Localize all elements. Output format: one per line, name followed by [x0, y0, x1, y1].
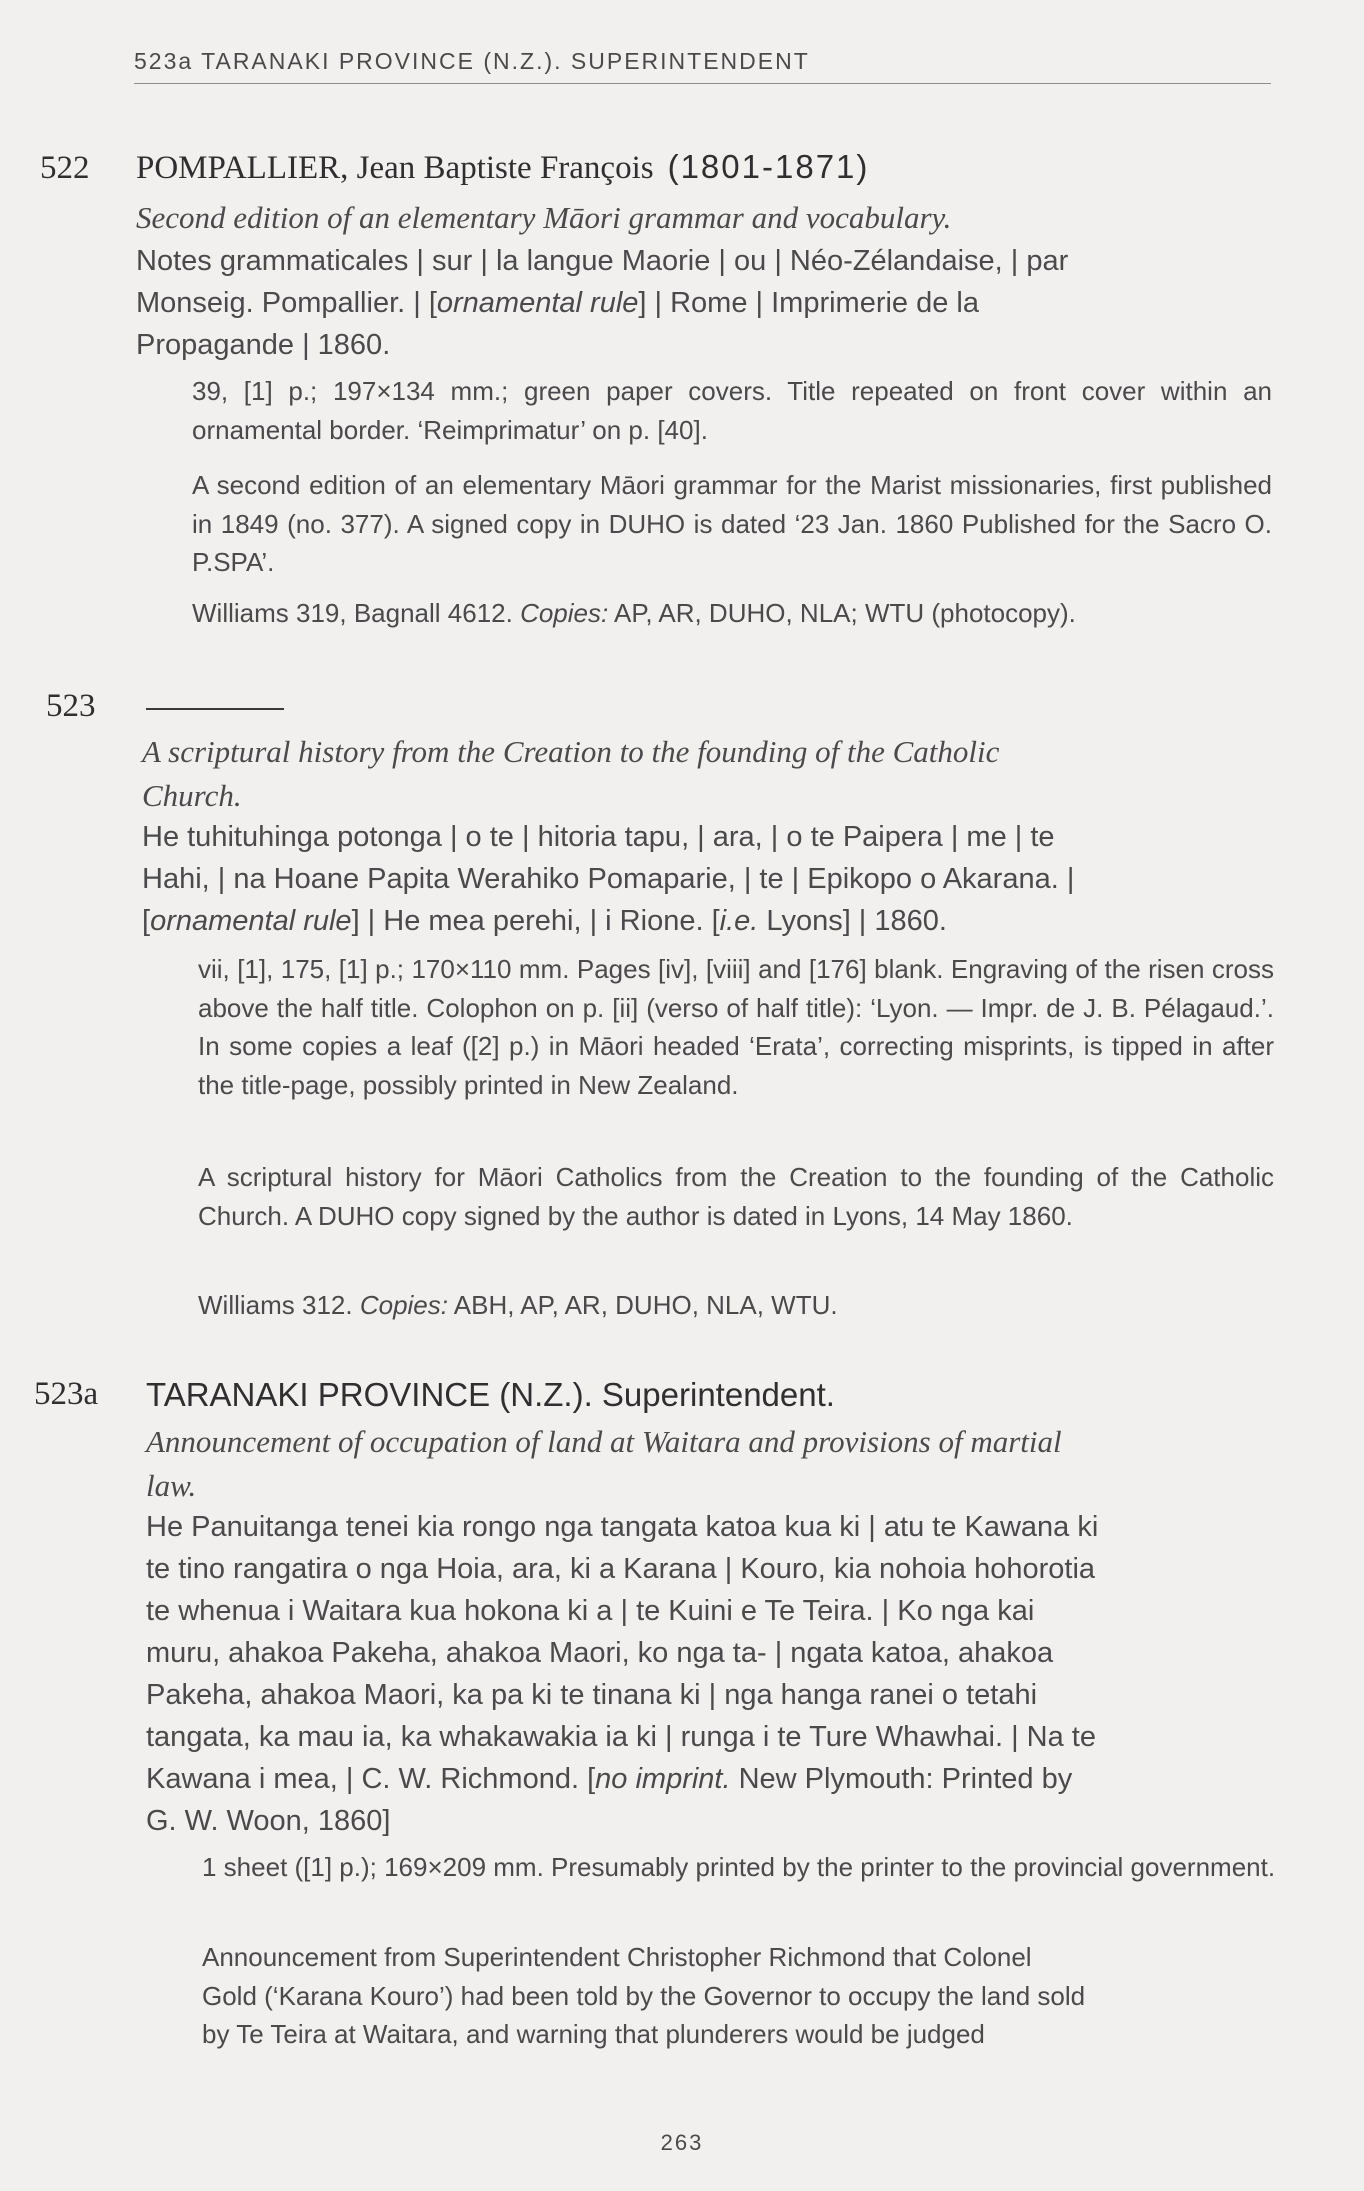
tp-line: Kawana i mea, | C. W. Richmond. [no imprint. New Plymouth: Printed by: [146, 1763, 1073, 1795]
copies-list: ABH, AP, AR, DUHO, NLA, WTU.: [447, 1290, 838, 1320]
tp-line: te whenua i Waitara kua hokona ki a | te Kuini e Te Teira. | Ko nga kai: [146, 1595, 1035, 1627]
tp-line: Hahi, | na Hoane Papita Werahiko Pomaparie, | te | Epikopo o Akarana. |: [142, 863, 1075, 895]
references: Williams 319, Bagnall 4612. Copies: AP, AR, DUHO, NLA; WTU (photocopy).: [192, 598, 1076, 628]
tp-line: G. W. Woon, 1860]: [146, 1805, 391, 1837]
author-name: TARANAKI PROVINCE (N.Z.). Superintendent.: [146, 1376, 835, 1413]
entry-heading: [136, 148, 869, 187]
physical-description: 1 sheet ([1] p.); 169×209 mm. Presumably printed by the printer to the provincial government.: [202, 1852, 1276, 1882]
title-page-transcription: [136, 240, 1068, 366]
content-note: Announcement from Superintendent Christopher Richmond that Colonel Gold (‘Karana Kouro’) had been told by the Governor to occupy the land sold by Te Teira at Waitara, and warning that plunderers would be judged: [202, 1942, 1086, 2049]
references: Williams 312. Copies: ABH, AP, AR, DUHO, NLA, WTU.: [198, 1290, 838, 1320]
entry-number: 522: [40, 150, 90, 186]
content-note: A second edition of an elementary Māori grammar for the Marist missionaries, first published in 1849 (no. 377). A signed copy in DUHO is dated ‘23 Jan. 1860 Published for the Sacro O. P.SPA’.: [192, 470, 1272, 577]
author-name: POMPALLIER, Jean Baptiste François: [136, 150, 654, 186]
author-dates: (1801-1871): [667, 148, 870, 185]
entry-number: 523a: [34, 1376, 99, 1412]
title-page-transcription: [142, 816, 1074, 942]
title-page-transcription: [146, 1506, 1098, 1842]
tp-line: Monseig. Pompallier. | [ornamental rule] | Rome | Imprimerie de la: [136, 287, 979, 319]
physical-description: vii, [1], 175, [1] p.; 170×110 mm. Pages [iv], [viii] and [176] blank. Engraving of the risen cross above the half title. Colophon on p. [ii] (verso of half title): ‘Lyon. — Impr. de J. B. Pélagaud.’. In some copies a leaf ([2] p.) in Māori headed ‘Erata’, correcting misprints, is tipped in after the title-page, possibly printed in New Zealand.: [198, 954, 1274, 1100]
no-imprint-note: no imprint.: [595, 1763, 731, 1795]
copies-label: Copies:: [520, 598, 609, 628]
tp-line: Notes grammaticales | sur | la langue Maorie | ou | Néo-Zélandaise, | par: [136, 245, 1069, 277]
tp-line: Propagande | 1860.: [136, 329, 391, 361]
supplied-title: Announcement of occupation of land at Waitara and provisions of martial law.: [146, 1424, 1062, 1503]
ditto-dash: [146, 688, 284, 726]
page-number: 263: [660, 2130, 704, 2155]
ornamental-rule-note: ornamental rule: [436, 287, 639, 319]
author-repeat-rule: [146, 708, 284, 710]
copies-label: Copies:: [359, 1290, 448, 1320]
tp-line: muru, ahakoa Pakeha, ahakoa Maori, ko nga ta- | ngata katoa, ahakoa: [146, 1637, 1054, 1669]
copies-list: AP, AR, DUHO, NLA; WTU (photocopy).: [608, 598, 1076, 628]
physical-description: 39, [1] p.; 197×134 mm.; green paper covers. Title repeated on front cover within an ornamental border. ‘Reimprimatur’ on p. [40].: [192, 376, 1272, 445]
content-note: A scriptural history for Māori Catholics from the Creation to the founding of the Catholic Church. A DUHO copy signed by the author is dated in Lyons, 14 May 1860.: [198, 1162, 1274, 1231]
entry-heading: [146, 1376, 835, 1414]
supplied-title: A scriptural history from the Creation to the founding of the Catholic Church.: [142, 734, 1000, 813]
tp-line: tangata, ka mau ia, ka whakawakia ia ki | runga i te Ture Whawhai. | Na te: [146, 1721, 1096, 1753]
running-head: 523a TARANAKI PROVINCE (N.Z.). SUPERINTENDENT: [134, 48, 1271, 84]
tp-line: [ornamental rule] | He mea perehi, | i Rione. [i.e. Lyons] | 1860.: [142, 905, 947, 937]
ornamental-rule-note: ornamental rule: [150, 905, 352, 937]
tp-line: He Panuitanga tenei kia rongo nga tangata katoa kua ki | atu te Kawana ki: [146, 1511, 1099, 1543]
entry-number: 523: [46, 688, 96, 724]
supplied-title: Second edition of an elementary Māori grammar and vocabulary.: [136, 200, 952, 235]
tp-line: He tuhituhinga potonga | o te | hitoria tapu, | ara, | o te Paipera | me | te: [142, 821, 1055, 853]
tp-line: Pakeha, ahakoa Maori, ka pa ki te tinana ki | nga hanga ranei o tetahi: [146, 1679, 1038, 1711]
tp-line: te tino rangatira o nga Hoia, ara, ki a Karana | Kouro, kia nohoia hohorotia: [146, 1553, 1096, 1585]
